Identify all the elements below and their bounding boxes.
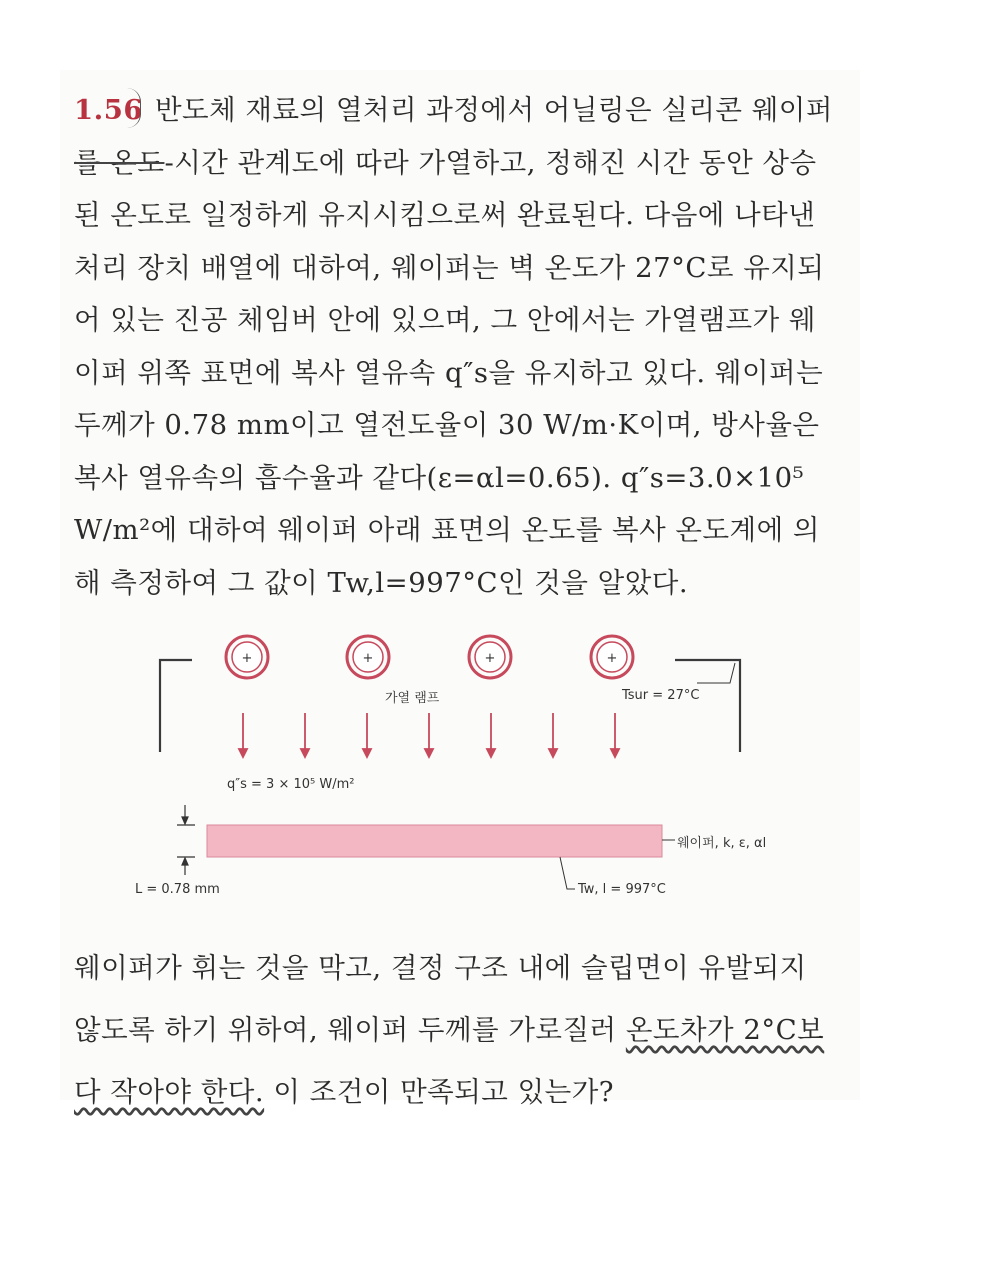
problem-line-10: 해 측정하여 그 값이 Tw,l=997°C인 것을 알았다. (74, 566, 689, 599)
flux-arrows (239, 713, 619, 757)
svg-text:+: + (362, 651, 374, 666)
flux-label: q″s = 3 × 10⁵ W/m² (227, 777, 355, 792)
thickness-dimension (177, 805, 195, 875)
problem-line-7: 두께가 0.78 mm이고 열전도율이 30 W/m·K이며, 방사율은 (74, 409, 820, 441)
question-line-3: 다 작아야 한다. 이 조건이 만족되고 있는가? (74, 1076, 615, 1108)
lamp-1 (226, 636, 268, 678)
underlined-condition-end: 다 작아야 한다. (74, 1076, 265, 1108)
lamp-4 (591, 636, 633, 678)
problem-line-1: 1.56 반도체 재료의 열처리 과정에서 어닐링은 실리콘 웨이퍼 (74, 94, 833, 126)
twl-leader (560, 857, 575, 889)
svg-text:+: + (606, 651, 618, 666)
problem-number: 1.56 (74, 94, 143, 126)
svg-text:+: + (484, 651, 496, 666)
lamp-2 (347, 636, 389, 678)
problem-line-3: 된 온도로 일정하게 유지시킴으로써 완료된다. 다음에 나타낸 (74, 199, 816, 231)
annealing-diagram (135, 625, 855, 915)
question-line-2: 않도록 하기 위하여, 웨이퍼 두께를 가로질러 온도차가 2°C보 (74, 1014, 825, 1046)
problem-line-5: 어 있는 진공 체임버 안에 있으며, 그 안에서는 가열램프가 웨 (74, 304, 816, 336)
underlined-condition: 온도차가 2°C보 (625, 1014, 825, 1046)
chamber-wall-left (160, 660, 192, 752)
problem-text (74, 84, 854, 609)
svg-text:+: + (241, 651, 253, 666)
problem-line-2: 를 온도-시간 관계도에 따라 가열하고, 정해진 시간 동안 상승 (74, 146, 817, 179)
struck-text: 를 온도 (74, 146, 165, 179)
twl-label: Tw, l = 997°C (578, 882, 666, 897)
problem-line-6: 이퍼 위쪽 표면에 복사 열유속 q″s을 유지하고 있다. 웨이퍼는 (74, 356, 824, 389)
question-text (74, 945, 854, 1131)
chamber-wall-right (675, 660, 740, 752)
tsur-leader (697, 663, 735, 683)
diagram-svg (135, 625, 855, 915)
problem-line-4: 처리 장치 배열에 대하여, 웨이퍼는 벽 온도가 27°C로 유지되 (74, 251, 825, 284)
thickness-label: L = 0.78 mm (135, 882, 220, 897)
problem-line-9: W/m²에 대하여 웨이퍼 아래 표면의 온도를 복사 온도계에 의 (74, 514, 820, 546)
wafer-label: 웨이퍼, k, ε, αl (677, 836, 767, 851)
problem-line-8: 복사 열유속의 흡수율과 같다(ε=αl=0.65). q″s=3.0×10⁵ (74, 461, 805, 494)
lamp-label: 가열 램프 (385, 691, 440, 706)
tsur-label: Tsur = 27°C (622, 688, 700, 703)
lamp-3 (469, 636, 511, 678)
question-line-1: 웨이퍼가 휘는 것을 막고, 결정 구조 내에 슬립면이 유발되지 (74, 952, 807, 984)
wafer-shape (207, 825, 662, 857)
